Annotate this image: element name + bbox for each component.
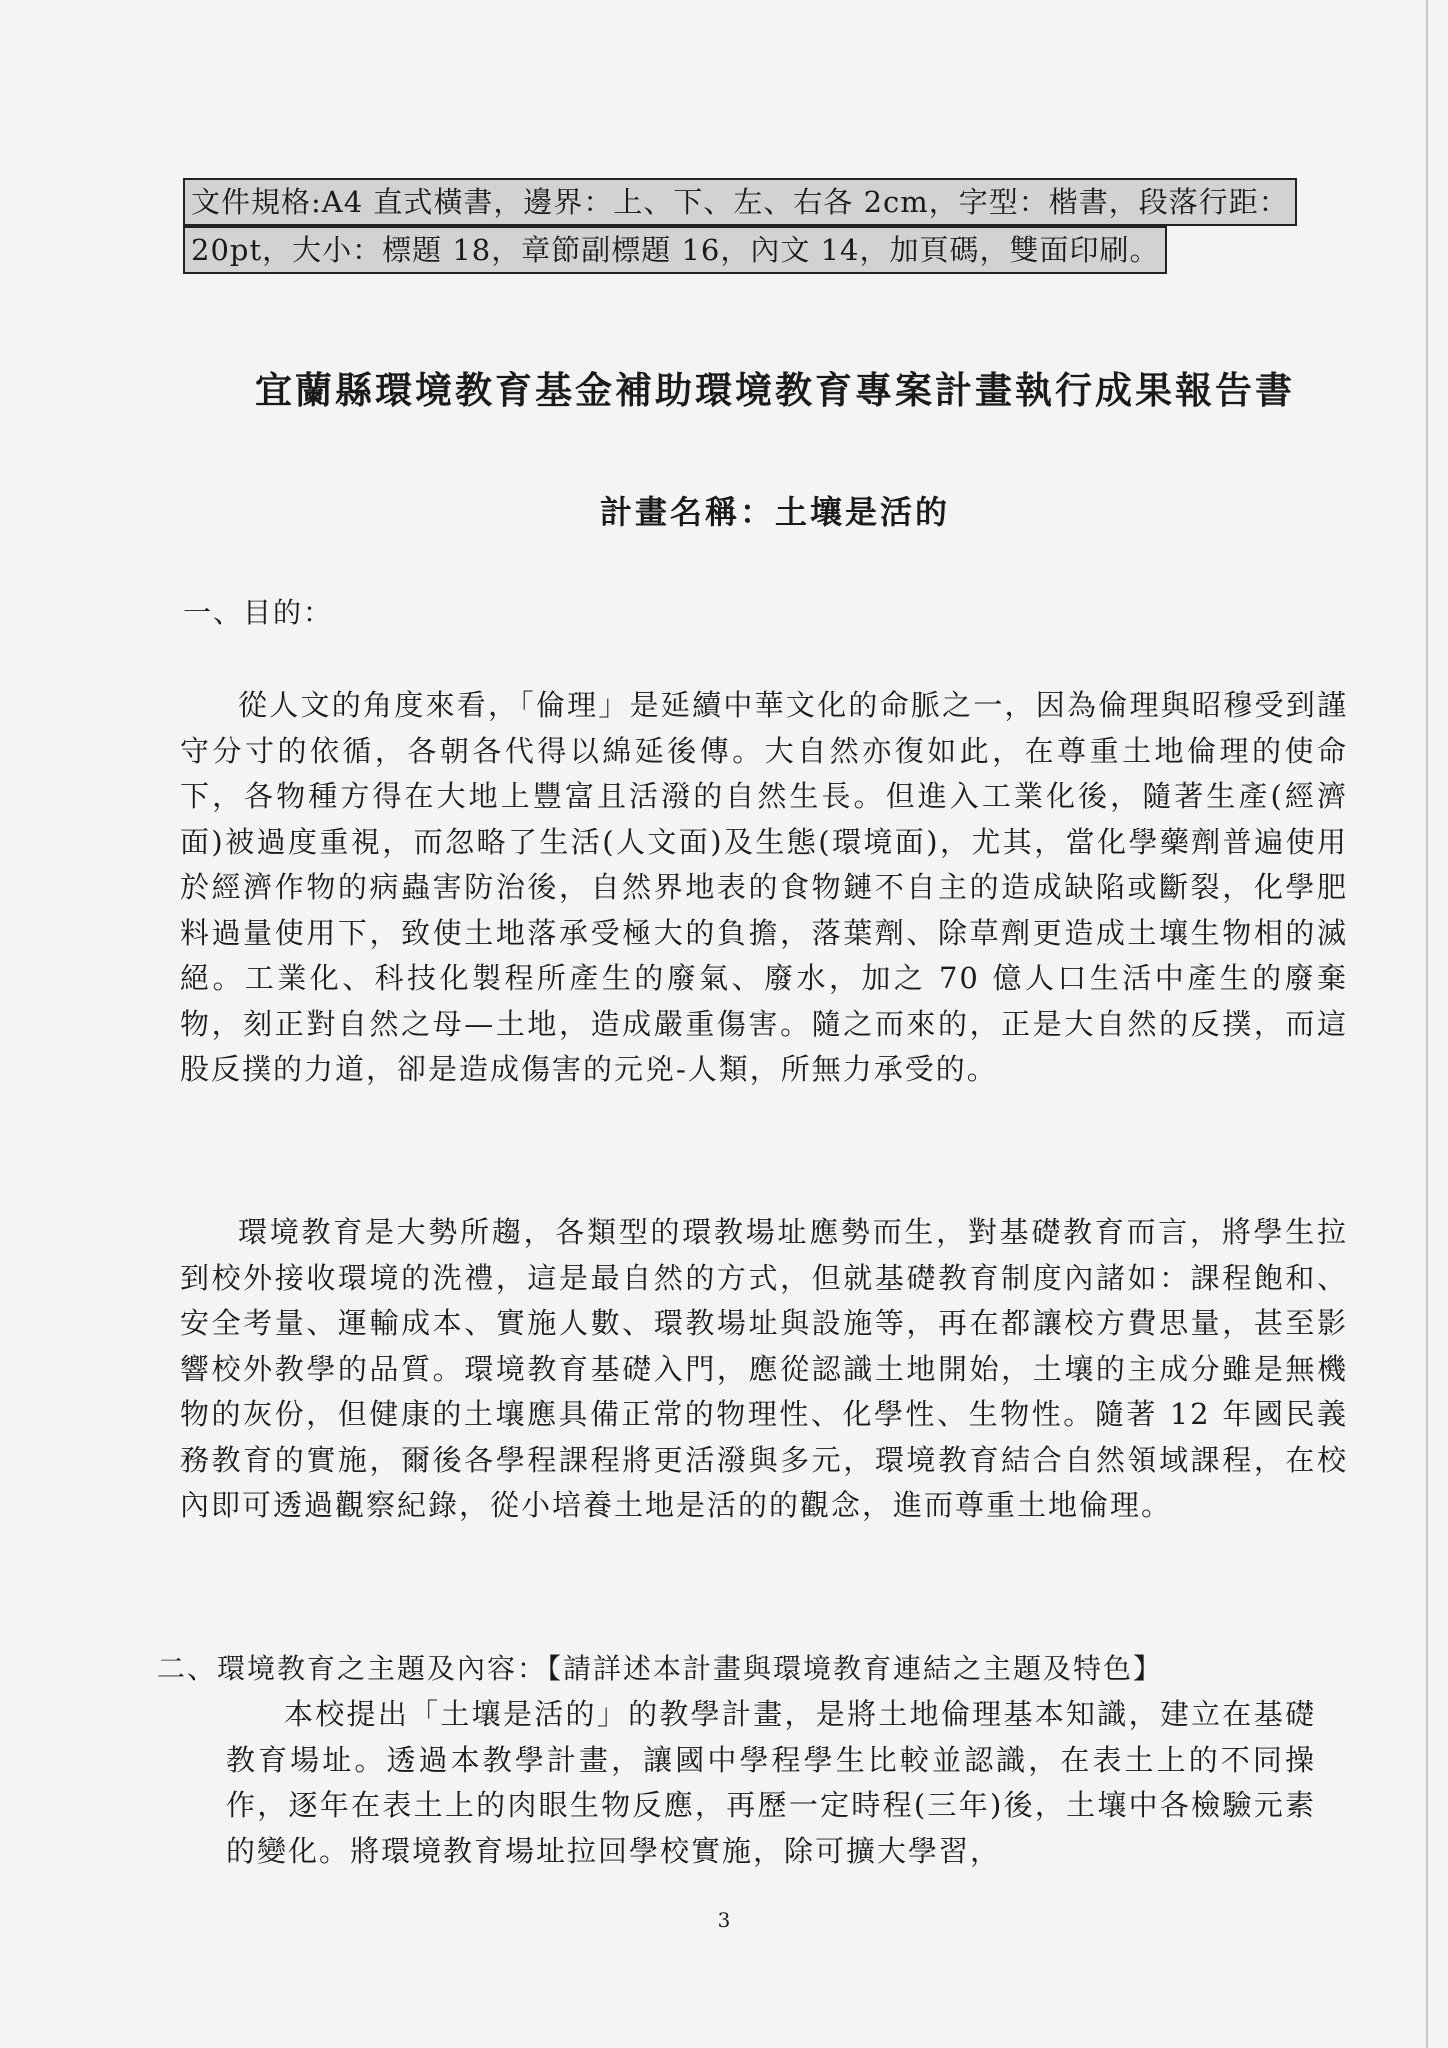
spec-note-line-1: 文件規格:A4 直式橫書，邊界：上、下、左、右各 2cm，字型：楷書，段落行距： — [183, 178, 1297, 226]
section-1-paragraph-2: 環境教育是大勢所趨，各類型的環教場址應勢而生，對基礎教育而言，將學生拉到校外接收環境的洗禮，這是最自然的方式，但就基礎教育制度內諸如：課程飽和、安全考量、運輸成本、實施人數、環教場址與設施等，再在都讓校方費思量，甚至影響校外教學的品質。環境教育基礎入門，應從認識土地開始，土壤的主成分雖是無機物的灰份，但健康的土壤應具備正常的物理性、化學性、生物性。隨著 12 年國民義務教育的實施，爾後各學程課程將更活潑與多元，環境教育結合自然領域課程，在校內即可透過觀察紀錄，從小培養土地是活的的觀念，進而尊重土地倫理。 — [180, 1215, 1348, 1522]
page-edge — [1426, 0, 1428, 2048]
spec-note-line-2: 20pt，大小：標題 18，章節副標題 16，內文 14，加頁碼，雙面印刷。 — [183, 226, 1167, 274]
section-1-paragraph-1: 從人文的角度來看，「倫理」是延續中華文化的命脈之一，因為倫理與昭穆受到謹守分寸的依循，各朝各代得以綿延後傳。大自然亦復如此，在尊重土地倫理的使命下，各物種方得在大地上豐富且活潑的自然生長。但進入工業化後，隨著生產(經濟面)被過度重視，而忽略了生活(人文面)及生態(環境面)，尤其，當化學藥劑普遍使用於經濟作物的病蟲害防治後，自然界地表的食物鏈不自主的造成缺陷或斷裂，化學肥料過量使用下，致使土地落承受極大的負擔，落葉劑、除草劑更造成土壤生物相的滅絕。工業化、科技化製程所產生的廢氣、廢水，加之 70 億人口生活中產生的廢棄物，刻正對自然之母—土地，造成嚴重傷害。隨之而來的，正是大自然的反撲，而這股反撲的力道，卻是造成傷害的元兇-人類，所無力承受的。 — [180, 688, 1348, 1086]
project-name: 計畫名稱：土壤是活的 — [599, 493, 950, 531]
section-2-paragraph-1: 本校提出「土壤是活的」的教學計畫，是將土地倫理基本知識，建立在基礎教育場址。透過本教學計畫，讓國中學程學生比較並認識，在表土上的不同操作，逐年在表土上的肉眼生物反應，再歷一定時程(三年)後，土壤中各檢驗元素的變化。將環境教育場址拉回學校實施，除可擴大學習， — [226, 1697, 1316, 1868]
page-number: 3 — [717, 1908, 731, 1932]
document-spec-note — [183, 178, 1348, 274]
report-title: 宜蘭縣環境教育基金補助環境教育專案計畫執行成果報告書 — [255, 368, 1295, 412]
section-2-heading: 二、環境教育之主題及內容：【請詳述本計畫與環境教育連結之主題及特色】 — [157, 1652, 1164, 1685]
section-1-heading: 一、目的： — [183, 596, 334, 629]
